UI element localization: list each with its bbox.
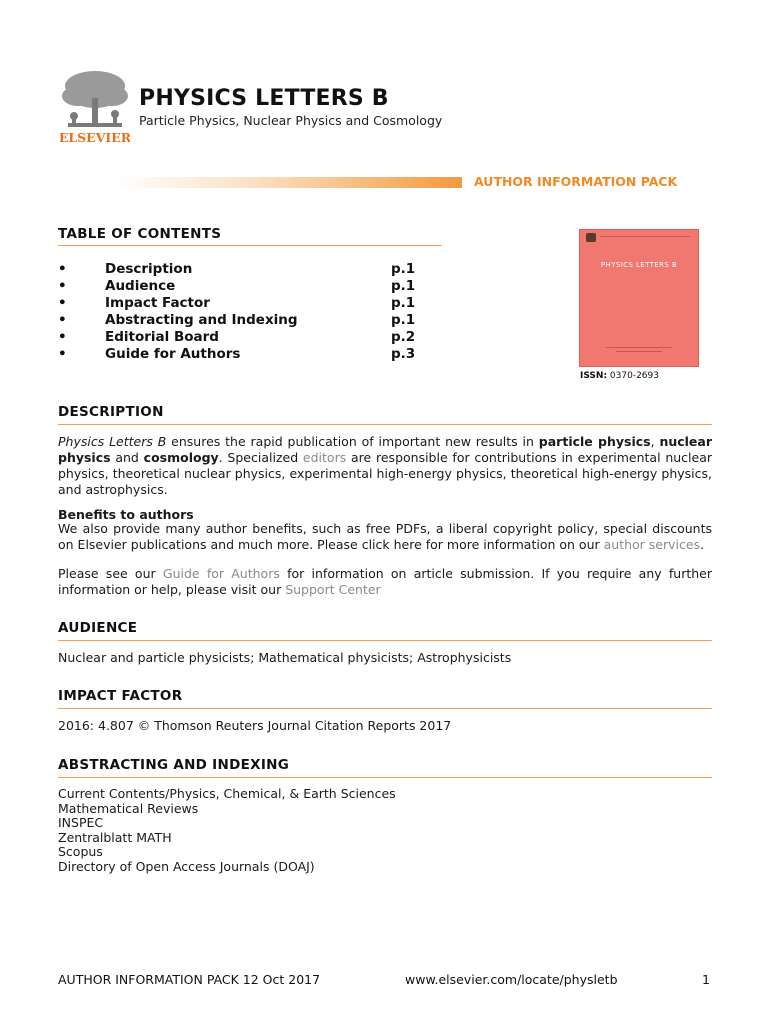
indexing-list	[58, 787, 396, 875]
list-item: Scopus	[58, 844, 103, 860]
cover-rule	[606, 347, 672, 348]
issn	[580, 371, 659, 381]
audience-heading: AUDIENCE	[58, 620, 138, 636]
list-item: Current Contents/Physics, Chemical, & Earth Sciences	[58, 786, 396, 801]
toc-item-page: p.3	[391, 346, 416, 362]
toc-item-label[interactable]: Audience	[105, 278, 176, 294]
toc-item[interactable]	[58, 312, 438, 329]
toc-item-page: p.1	[391, 312, 416, 328]
journal-cover	[579, 229, 699, 367]
toc-item-label[interactable]: Guide for Authors	[105, 346, 241, 362]
benefits-paragraph: We also provide many author benefits, such as free PDFs, a liberal copyright policy, special discounts on Elsevier publications and much more. Please click here for more information on our author services.	[58, 521, 712, 552]
toc-item-page: p.2	[391, 329, 416, 345]
impact-factor-heading: IMPACT FACTOR	[58, 688, 183, 704]
description-heading: DESCRIPTION	[58, 404, 164, 420]
publisher-name: ELSEVIER	[60, 130, 130, 145]
cover-rule	[600, 236, 690, 237]
footer-url[interactable]: www.elsevier.com/locate/physletb	[405, 972, 618, 987]
toc-item-label[interactable]: Editorial Board	[105, 329, 219, 345]
toc-item-page: p.1	[391, 261, 416, 277]
toc-item-label[interactable]: Description	[105, 261, 193, 277]
section-divider	[58, 424, 712, 425]
bullet-icon: •	[58, 278, 67, 294]
section-divider	[58, 777, 712, 778]
issn-value: 0370-2693	[609, 371, 659, 381]
header-gradient-bar	[116, 177, 462, 188]
audience-text: Nuclear and particle physicists; Mathematical physicists; Astrophysicists	[58, 650, 512, 665]
cover-logo-icon	[586, 233, 596, 242]
toc-item[interactable]	[58, 346, 438, 363]
guide-for-authors-link[interactable]: Guide for Authors	[162, 566, 280, 581]
toc-item-label[interactable]: Impact Factor	[105, 295, 210, 311]
guide-paragraph: Please see our Guide for Authors for information on article submission. If you require any further information or help, please visit our Support Center	[58, 566, 712, 597]
toc-item-page: p.1	[391, 295, 416, 311]
list-item: INSPEC	[58, 815, 104, 831]
journal-title: PHYSICS LETTERS B	[139, 86, 389, 111]
list-item: Zentralblatt MATH	[58, 829, 172, 845]
journal-subtitle: Particle Physics, Nuclear Physics and Cosmology	[139, 113, 443, 128]
elsevier-tree-icon	[60, 68, 130, 146]
indexing-heading: ABSTRACTING AND INDEXING	[58, 757, 290, 773]
section-divider	[58, 640, 712, 641]
toc-heading: TABLE OF CONTENTS	[58, 226, 222, 242]
toc-item-label[interactable]: Abstracting and Indexing	[105, 312, 298, 328]
author-services-link[interactable]: author services	[603, 537, 701, 552]
benefits-heading: Benefits to authors	[58, 507, 194, 522]
support-center-link[interactable]: Support Center	[285, 582, 381, 597]
bullet-icon: •	[58, 261, 67, 277]
toc-item[interactable]	[58, 278, 438, 295]
bullet-icon: •	[58, 295, 67, 311]
section-divider	[58, 708, 712, 709]
cover-rule	[616, 351, 662, 352]
description-paragraph: Physics Letters B ensures the rapid publication of important new results in particle physics, nuclear physics and cosmology. Specialized editors are responsible for contributions in experimental nuclear physics, theoretical nuclear physics, experimental high-energy physics, theoretical high-energy physics, and astrophysics.	[58, 434, 713, 497]
impact-factor-text: 2016: 4.807 © Thomson Reuters Journal Citation Reports 2017	[58, 718, 452, 733]
bullet-icon: •	[58, 346, 67, 362]
toc-item[interactable]	[58, 261, 438, 278]
author-information-pack-label: AUTHOR INFORMATION PACK	[474, 174, 678, 189]
cover-title: PHYSICS LETTERS B	[600, 261, 678, 269]
journal-name: Physics Letters B	[58, 434, 167, 449]
list-item: Mathematical Reviews	[58, 800, 199, 816]
bullet-icon: •	[58, 329, 67, 345]
toc-list	[58, 261, 438, 363]
page-number: 1	[702, 972, 710, 987]
toc-item[interactable]	[58, 295, 438, 312]
editors-link[interactable]: editors	[302, 450, 347, 465]
elsevier-logo	[60, 68, 130, 146]
list-item: Directory of Open Access Journals (DOAJ)	[58, 858, 315, 874]
issn-label: ISSN:	[580, 371, 608, 381]
toc-item-page: p.1	[391, 278, 416, 294]
footer-pack-date: AUTHOR INFORMATION PACK 12 Oct 2017	[58, 972, 321, 987]
toc-divider	[58, 245, 442, 246]
toc-item[interactable]	[58, 329, 438, 346]
bullet-icon: •	[58, 312, 67, 328]
